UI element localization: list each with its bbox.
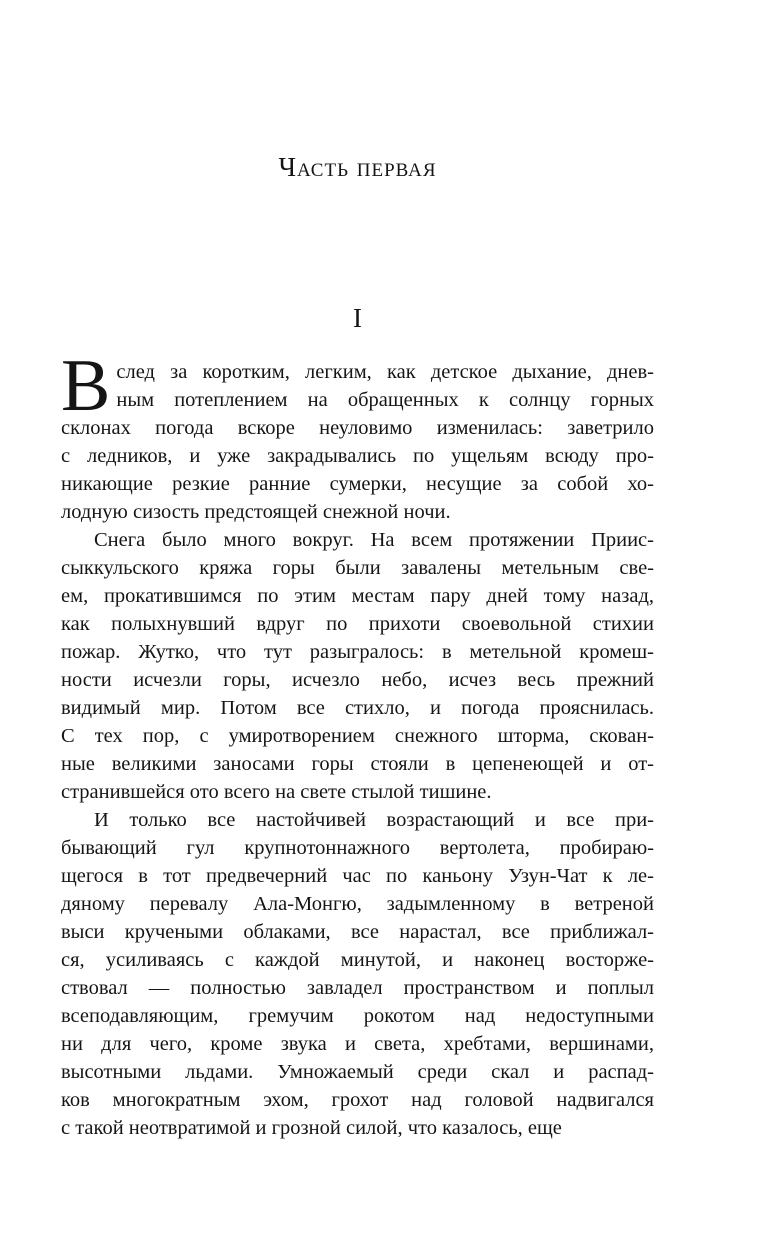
text-line: выси кручеными облаками, все нарастал, все приближал- (61, 921, 654, 943)
text-line: как полыхнувший вдруг по прихоти своевольной стихии (61, 613, 654, 635)
text-line: дяному перевалу Ала-Монгю, задымленному в ветреной (61, 893, 654, 915)
text-line: с ледников, и уже закрадывались по ущельям всюду про- (61, 445, 654, 467)
text-line: пожар. Жутко, что тут разыгралось: в метельной кромеш- (61, 641, 654, 663)
text-line: никающие резкие ранние сумерки, несущие за собой хо- (61, 473, 654, 495)
text-line: всеподавляющим, гремучим рокотом над недоступными (61, 1005, 654, 1027)
text-line: след за коротким, легким, как детское дыхание, днев- (116, 361, 654, 383)
drop-cap-letter: В (61, 345, 111, 427)
text-line: с такой неотвратимой и грозной силой, что казалось, еще (61, 1117, 562, 1139)
text-line: С тех пор, с умиротворением снежного шторма, скован- (61, 725, 654, 747)
text-line: ствовал — полностью завладел пространством и поплыл (61, 977, 654, 999)
paragraph (61, 526, 654, 806)
text-line: высотными льдами. Умножаемый среди скал и распад- (61, 1061, 654, 1083)
text-line: щегося в тот предвечерний час по каньону Узун-Чат к ле- (61, 865, 654, 887)
text-line: ным потеплением на обращенных к солнцу горных (116, 389, 654, 411)
part-heading: Часть первая (278, 152, 437, 182)
text-line: ся, усиливаясь с каждой минутой, и наконец восторже- (61, 949, 654, 971)
text-line: видимый мир. Потом все стихло, и погода прояснилась. (61, 697, 654, 719)
text-line: ные великими заносами горы стояли в цепенеющей и от- (61, 753, 654, 775)
text-line: И только все настойчивей возрастающий и все при- (94, 809, 654, 831)
body-text (61, 345, 654, 1142)
text-line: ности исчезли горы, исчезло небо, исчез весь прежний (61, 669, 654, 691)
paragraph (61, 345, 654, 526)
text-line: сыккульского кряжа горы были завалены метельным све- (61, 557, 654, 579)
text-line: лодную сизость предстоящей снежной ночи. (61, 501, 451, 523)
text-line: ков многократным эхом, грохот над головой надвигался (61, 1089, 654, 1111)
text-line: ем, прокатившимся по этим местам пару дней тому назад, (61, 585, 654, 607)
text-line: бывающий гул крупнотоннажного вертолета, пробираю- (61, 837, 654, 859)
text-line: ни для чего, кроме звука и света, хребтами, вершинами, (61, 1033, 654, 1055)
text-line: склонах погода вскоре неуловимо изменилась: заветрило (61, 417, 654, 439)
paragraph (61, 806, 654, 1142)
text-line: Снега было много вокруг. На всем протяжении Приис- (94, 529, 654, 551)
chapter-number: I (353, 303, 362, 333)
text-line: странившейся ото всего на свете стылой тишине. (61, 781, 492, 803)
